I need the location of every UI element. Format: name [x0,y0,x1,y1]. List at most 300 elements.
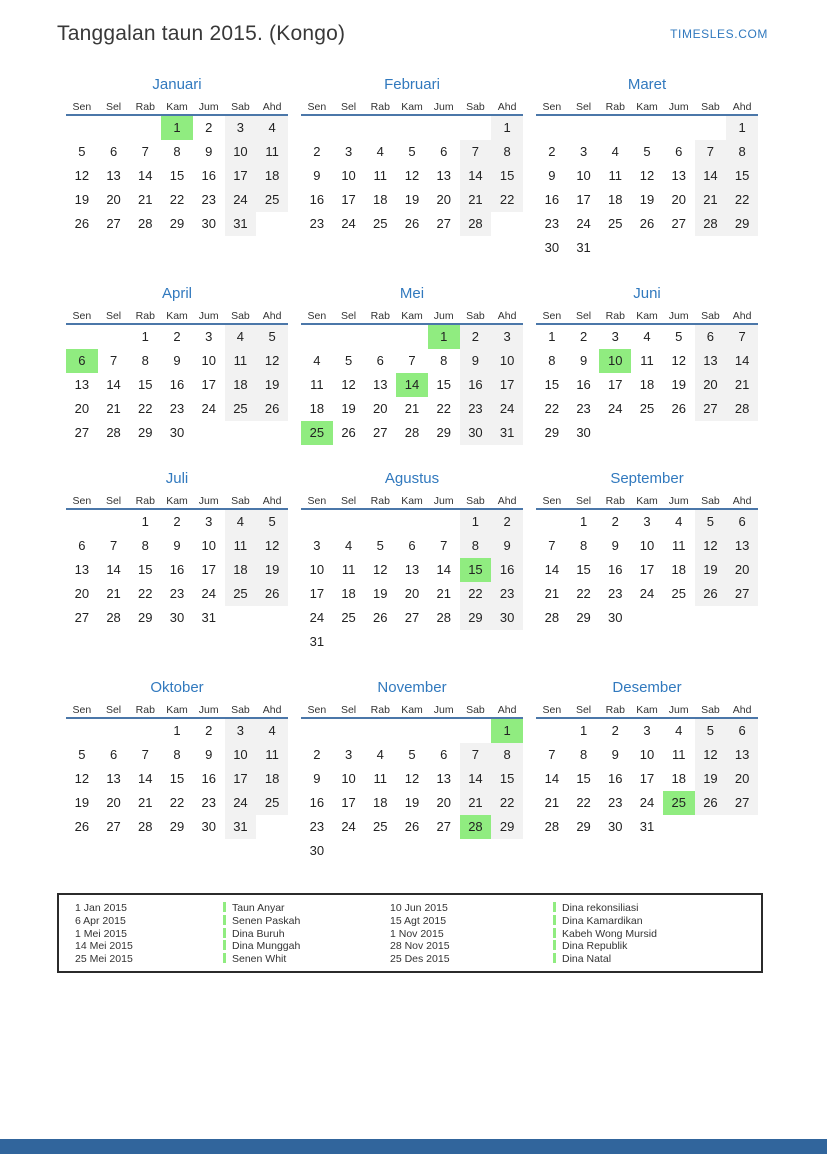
day-cell: 18 [309,401,325,416]
day-cell: 21 [544,586,560,601]
holiday-tick-icon [223,928,226,938]
day-cell: 13 [106,771,121,786]
weekday-label: Jum [198,101,219,113]
day-cell: 21 [460,791,492,815]
day-cell: 27 [436,819,451,834]
day-cell: 18 [671,562,686,577]
page-title: Tanggalan taun 2015. (Kongo) [57,22,346,45]
weekday-label: Ahd [497,704,517,716]
day-cell: 9 [205,144,213,159]
legend-holiday-name: Taun Anyar [223,902,390,915]
holiday-day-cell: 15 [460,558,492,582]
empty-cell [333,325,365,349]
days-grid [301,325,523,445]
day-cell: 15 [491,164,523,188]
weekday-label: Jum [668,704,689,716]
site-link[interactable]: TIMESLES.COM [670,27,768,41]
empty-cell [536,116,568,140]
day-cell: 22 [169,795,185,810]
empty-cell [66,510,98,534]
weekday-label: Sen [72,704,92,716]
day-cell: 10 [341,771,356,786]
day-cell: 27 [726,791,758,815]
day-cell: 30 [460,421,492,445]
day-cell: 30 [576,425,591,440]
weekday-header-row [66,703,288,719]
holiday-tick-icon [223,953,226,963]
month-title: Desember [612,679,682,696]
weekday-label: Sel [575,704,592,716]
weekday-label: Sen [307,310,327,322]
weekday-label: Sab [231,310,250,322]
day-cell: 25 [608,216,623,231]
day-cell: 1 [460,510,492,534]
day-cell: 6 [376,353,384,368]
day-cell: 22 [138,401,153,416]
weekday-label: Sel [340,101,357,113]
day-cell: 30 [491,606,523,630]
empty-cell [98,116,130,140]
weekday-label: Kam [166,704,188,716]
days-grid [536,719,758,839]
day-cell: 3 [225,116,257,140]
day-cell: 14 [460,767,492,791]
day-cell: 15 [491,767,523,791]
weekday-header-row [301,703,523,719]
weekday-label: Kam [401,101,423,113]
day-cell: 30 [201,819,216,834]
day-cell: 3 [491,325,523,349]
day-cell: 17 [576,192,591,207]
day-cell: 13 [726,534,758,558]
day-cell: 7 [548,747,556,762]
day-cell: 14 [460,164,492,188]
day-cell: 15 [726,164,758,188]
legend-holiday-name: Kabeh Wong Mursid [553,928,761,941]
day-cell: 8 [141,538,149,553]
day-cell: 14 [436,562,451,577]
day-cell: 9 [205,747,213,762]
day-cell: 23 [201,192,216,207]
empty-cell [568,116,600,140]
day-cell: 3 [611,329,619,344]
weekday-label: Ahd [732,101,752,113]
day-cell: 9 [611,538,619,553]
legend-date: 14 Mei 2015 [75,940,133,953]
day-cell: 5 [643,144,651,159]
day-cell: 20 [671,192,686,207]
day-cell: 6 [109,144,118,159]
day-cell: 13 [695,349,727,373]
day-cell: 27 [671,216,686,231]
day-cell: 23 [309,819,325,834]
weekday-label: Sen [72,101,92,113]
day-cell: 18 [373,192,388,207]
day-cell: 27 [74,425,90,440]
day-cell: 22 [138,586,153,601]
weekday-label: Sen [307,704,327,716]
month-juni [536,284,758,445]
month-title: Mei [399,285,425,302]
day-cell: 28 [138,216,153,231]
weekday-label: Ahd [262,704,282,716]
day-cell: 12 [256,349,288,373]
day-cell: 21 [138,192,153,207]
day-cell: 13 [726,743,758,767]
day-cell: 12 [74,168,90,183]
days-grid [301,510,523,654]
day-cell: 17 [225,767,257,791]
days-grid [66,719,288,839]
month-title: Maret [627,76,667,93]
legend-holiday-name: Senen Whit [223,953,390,966]
day-cell: 10 [576,168,591,183]
weekday-label: Jum [433,101,454,113]
day-cell: 10 [639,747,655,762]
day-cell: 23 [608,795,623,810]
weekday-label: Sen [307,495,327,507]
empty-cell [98,325,130,349]
day-cell: 20 [373,401,388,416]
day-cell: 31 [225,815,257,839]
empty-cell [396,325,428,349]
day-cell: 20 [404,586,420,601]
day-cell: 20 [74,586,90,601]
day-cell: 25 [671,586,686,601]
weekday-header-row [66,494,288,510]
month-title: Juli [165,470,189,487]
weekday-label: Jum [668,101,689,113]
empty-cell [333,510,365,534]
day-cell: 2 [611,723,619,738]
day-cell: 7 [726,325,758,349]
day-cell: 12 [404,771,420,786]
day-cell: 17 [225,164,257,188]
day-cell: 6 [726,510,758,534]
empty-cell [66,719,98,743]
empty-cell [301,510,333,534]
day-cell: 26 [404,819,420,834]
day-cell: 27 [726,582,758,606]
day-cell: 29 [169,216,185,231]
day-cell: 20 [106,795,121,810]
day-cell: 25 [639,401,655,416]
day-cell: 5 [78,747,86,762]
weekday-label: Rab [370,704,390,716]
day-cell: 12 [256,534,288,558]
day-cell: 30 [169,425,185,440]
day-cell: 25 [373,819,388,834]
day-cell: 16 [201,771,216,786]
day-cell: 25 [225,397,257,421]
day-cell: 16 [169,562,185,577]
weekday-label: Ahd [732,495,752,507]
day-cell: 2 [491,510,523,534]
day-cell: 10 [491,349,523,373]
day-cell: 25 [256,791,288,815]
day-cell: 13 [436,168,451,183]
legend-date: 1 Mei 2015 [75,927,127,940]
empty-cell [364,719,396,743]
day-cell: 25 [225,582,257,606]
day-cell: 27 [106,216,121,231]
day-cell: 28 [726,397,758,421]
day-cell: 11 [341,562,356,577]
empty-cell [98,510,130,534]
day-cell: 28 [544,819,560,834]
empty-cell [98,719,130,743]
month-title: Februari [384,76,440,93]
day-cell: 18 [341,586,356,601]
weekday-label: Kam [401,310,423,322]
holiday-tick-icon [553,928,556,938]
day-cell: 20 [726,558,758,582]
empty-cell [301,325,333,349]
weekday-label: Sel [340,704,357,716]
day-cell: 19 [671,377,686,392]
day-cell: 19 [404,192,420,207]
day-cell: 17 [201,562,216,577]
weekday-label: Sab [231,101,250,113]
day-cell: 1 [579,514,588,529]
empty-cell [428,510,460,534]
day-cell: 14 [544,771,560,786]
day-cell: 30 [608,610,623,625]
weekday-label: Rab [605,495,625,507]
legend-holiday-name: Dina Republik [553,940,761,953]
empty-cell [66,116,98,140]
weekday-label: Sen [542,310,562,322]
weekday-label: Sab [231,495,250,507]
weekday-label: Sel [105,495,122,507]
month-april [66,284,288,445]
day-cell: 1 [491,116,523,140]
day-cell: 29 [138,610,153,625]
day-cell: 19 [695,558,727,582]
day-cell: 5 [78,144,86,159]
holiday-tick-icon [223,902,226,912]
day-cell: 21 [726,373,758,397]
weekday-label: Rab [135,495,155,507]
day-cell: 10 [341,168,356,183]
day-cell: 5 [408,747,416,762]
day-cell: 20 [436,192,451,207]
empty-cell [129,116,161,140]
day-cell: 12 [639,168,655,183]
day-cell: 3 [579,144,588,159]
day-cell: 13 [671,168,686,183]
day-cell: 16 [309,795,325,810]
day-cell: 22 [726,188,758,212]
day-cell: 2 [548,144,556,159]
weekday-label: Kam [636,310,658,322]
month-title: Agustus [384,470,440,487]
day-cell: 1 [173,723,181,738]
day-cell: 6 [109,747,118,762]
day-cell: 3 [643,514,651,529]
day-cell: 16 [608,562,623,577]
holiday-day-cell: 10 [599,349,631,373]
weekday-header-row [536,494,758,510]
day-cell: 26 [256,582,288,606]
day-cell: 7 [109,353,118,368]
legend-date: 10 Jun 2015 [390,902,448,914]
day-cell: 17 [639,562,655,577]
day-cell: 29 [138,425,153,440]
days-grid [536,116,758,260]
day-cell: 28 [436,610,451,625]
day-cell: 16 [201,168,216,183]
month-title: Oktober [150,679,204,696]
day-cell: 11 [373,771,388,786]
day-cell: 11 [671,747,686,762]
day-cell: 19 [639,192,655,207]
day-cell: 1 [141,514,149,529]
day-cell: 16 [544,192,560,207]
day-cell: 2 [205,120,213,135]
weekday-label: Rab [135,704,155,716]
day-cell: 22 [436,401,451,416]
day-cell: 18 [671,771,686,786]
weekday-label: Sel [575,495,592,507]
legend-date: 25 Mei 2015 [75,953,133,966]
holiday-day-cell: 1 [428,325,460,349]
weekday-label: Sen [72,310,92,322]
weekday-header-row [301,309,523,325]
days-grid [66,510,288,630]
weekday-label: Sen [542,495,562,507]
day-cell: 6 [78,538,86,553]
weekday-label: Sel [105,310,122,322]
days-grid [536,325,758,445]
day-cell: 19 [256,373,288,397]
days-grid [66,325,288,445]
empty-cell [396,116,428,140]
weekday-label: Sab [701,495,720,507]
day-cell: 28 [544,610,560,625]
day-cell: 11 [225,534,257,558]
day-cell: 8 [548,353,556,368]
day-cell: 24 [201,401,216,416]
day-cell: 4 [675,514,683,529]
day-cell: 7 [408,353,416,368]
legend-date: 15 Agt 2015 [390,914,447,927]
day-cell: 29 [576,819,591,834]
month-title: November [377,679,447,696]
day-cell: 19 [404,795,420,810]
weekday-label: Kam [166,310,188,322]
day-cell: 9 [548,168,556,183]
day-cell: 8 [579,538,588,553]
day-cell: 22 [460,582,492,606]
legend-date: 28 Nov 2015 [390,940,450,953]
weekday-label: Rab [605,310,625,322]
month-oktober [66,678,288,839]
day-cell: 15 [138,562,153,577]
weekday-label: Rab [370,101,390,113]
day-cell: 21 [138,795,153,810]
empty-cell [301,719,333,743]
day-cell: 30 [201,216,216,231]
day-cell: 5 [408,144,416,159]
day-cell: 13 [74,377,90,392]
day-cell: 4 [643,329,651,344]
day-cell: 1 [141,329,149,344]
day-cell: 17 [491,373,523,397]
day-cell: 21 [436,586,451,601]
empty-cell [536,510,568,534]
day-cell: 15 [544,377,560,392]
day-cell: 4 [256,719,288,743]
weekday-label: Ahd [497,495,517,507]
weekday-label: Jum [198,495,219,507]
weekday-label: Rab [370,310,390,322]
day-cell: 28 [106,610,121,625]
day-cell: 7 [548,538,556,553]
weekday-label: Sel [105,704,122,716]
day-cell: 24 [639,795,655,810]
day-cell: 23 [491,582,523,606]
day-cell: 14 [726,349,758,373]
weekday-label: Sel [575,101,592,113]
day-cell: 14 [138,168,153,183]
day-cell: 21 [106,586,121,601]
day-cell: 4 [376,747,384,762]
day-cell: 26 [74,819,90,834]
weekday-label: Rab [370,495,390,507]
day-cell: 7 [109,538,118,553]
empty-cell [460,116,492,140]
holiday-day-cell: 6 [66,349,98,373]
day-cell: 7 [440,538,448,553]
day-cell: 24 [225,188,257,212]
day-cell: 8 [726,140,758,164]
day-cell: 16 [576,377,591,392]
day-cell: 8 [491,140,523,164]
day-cell: 5 [376,538,384,553]
month-maret [536,75,758,260]
weekday-label: Sab [231,704,250,716]
day-cell: 28 [695,212,727,236]
weekday-label: Kam [401,704,423,716]
day-cell: 26 [404,216,420,231]
weekday-label: Sab [701,704,720,716]
day-cell: 26 [695,791,727,815]
day-cell: 16 [309,192,325,207]
day-cell: 3 [344,144,353,159]
day-cell: 12 [341,377,356,392]
holiday-tick-icon [223,940,226,950]
legend-holiday-name: Dina Buruh [223,928,390,941]
weekday-label: Ahd [732,704,752,716]
weekday-label: Rab [135,101,155,113]
day-cell: 12 [74,771,90,786]
day-cell: 31 [225,212,257,236]
day-cell: 12 [671,353,686,368]
day-cell: 11 [671,538,686,553]
day-cell: 24 [491,397,523,421]
holiday-day-cell: 28 [460,815,492,839]
day-cell: 2 [579,329,588,344]
weekday-label: Kam [636,704,658,716]
month-januari [66,75,288,236]
day-cell: 27 [404,610,420,625]
days-grid [301,116,523,236]
holiday-day-cell: 1 [161,116,193,140]
weekday-label: Ahd [262,495,282,507]
day-cell: 15 [169,168,185,183]
day-cell: 29 [576,610,591,625]
